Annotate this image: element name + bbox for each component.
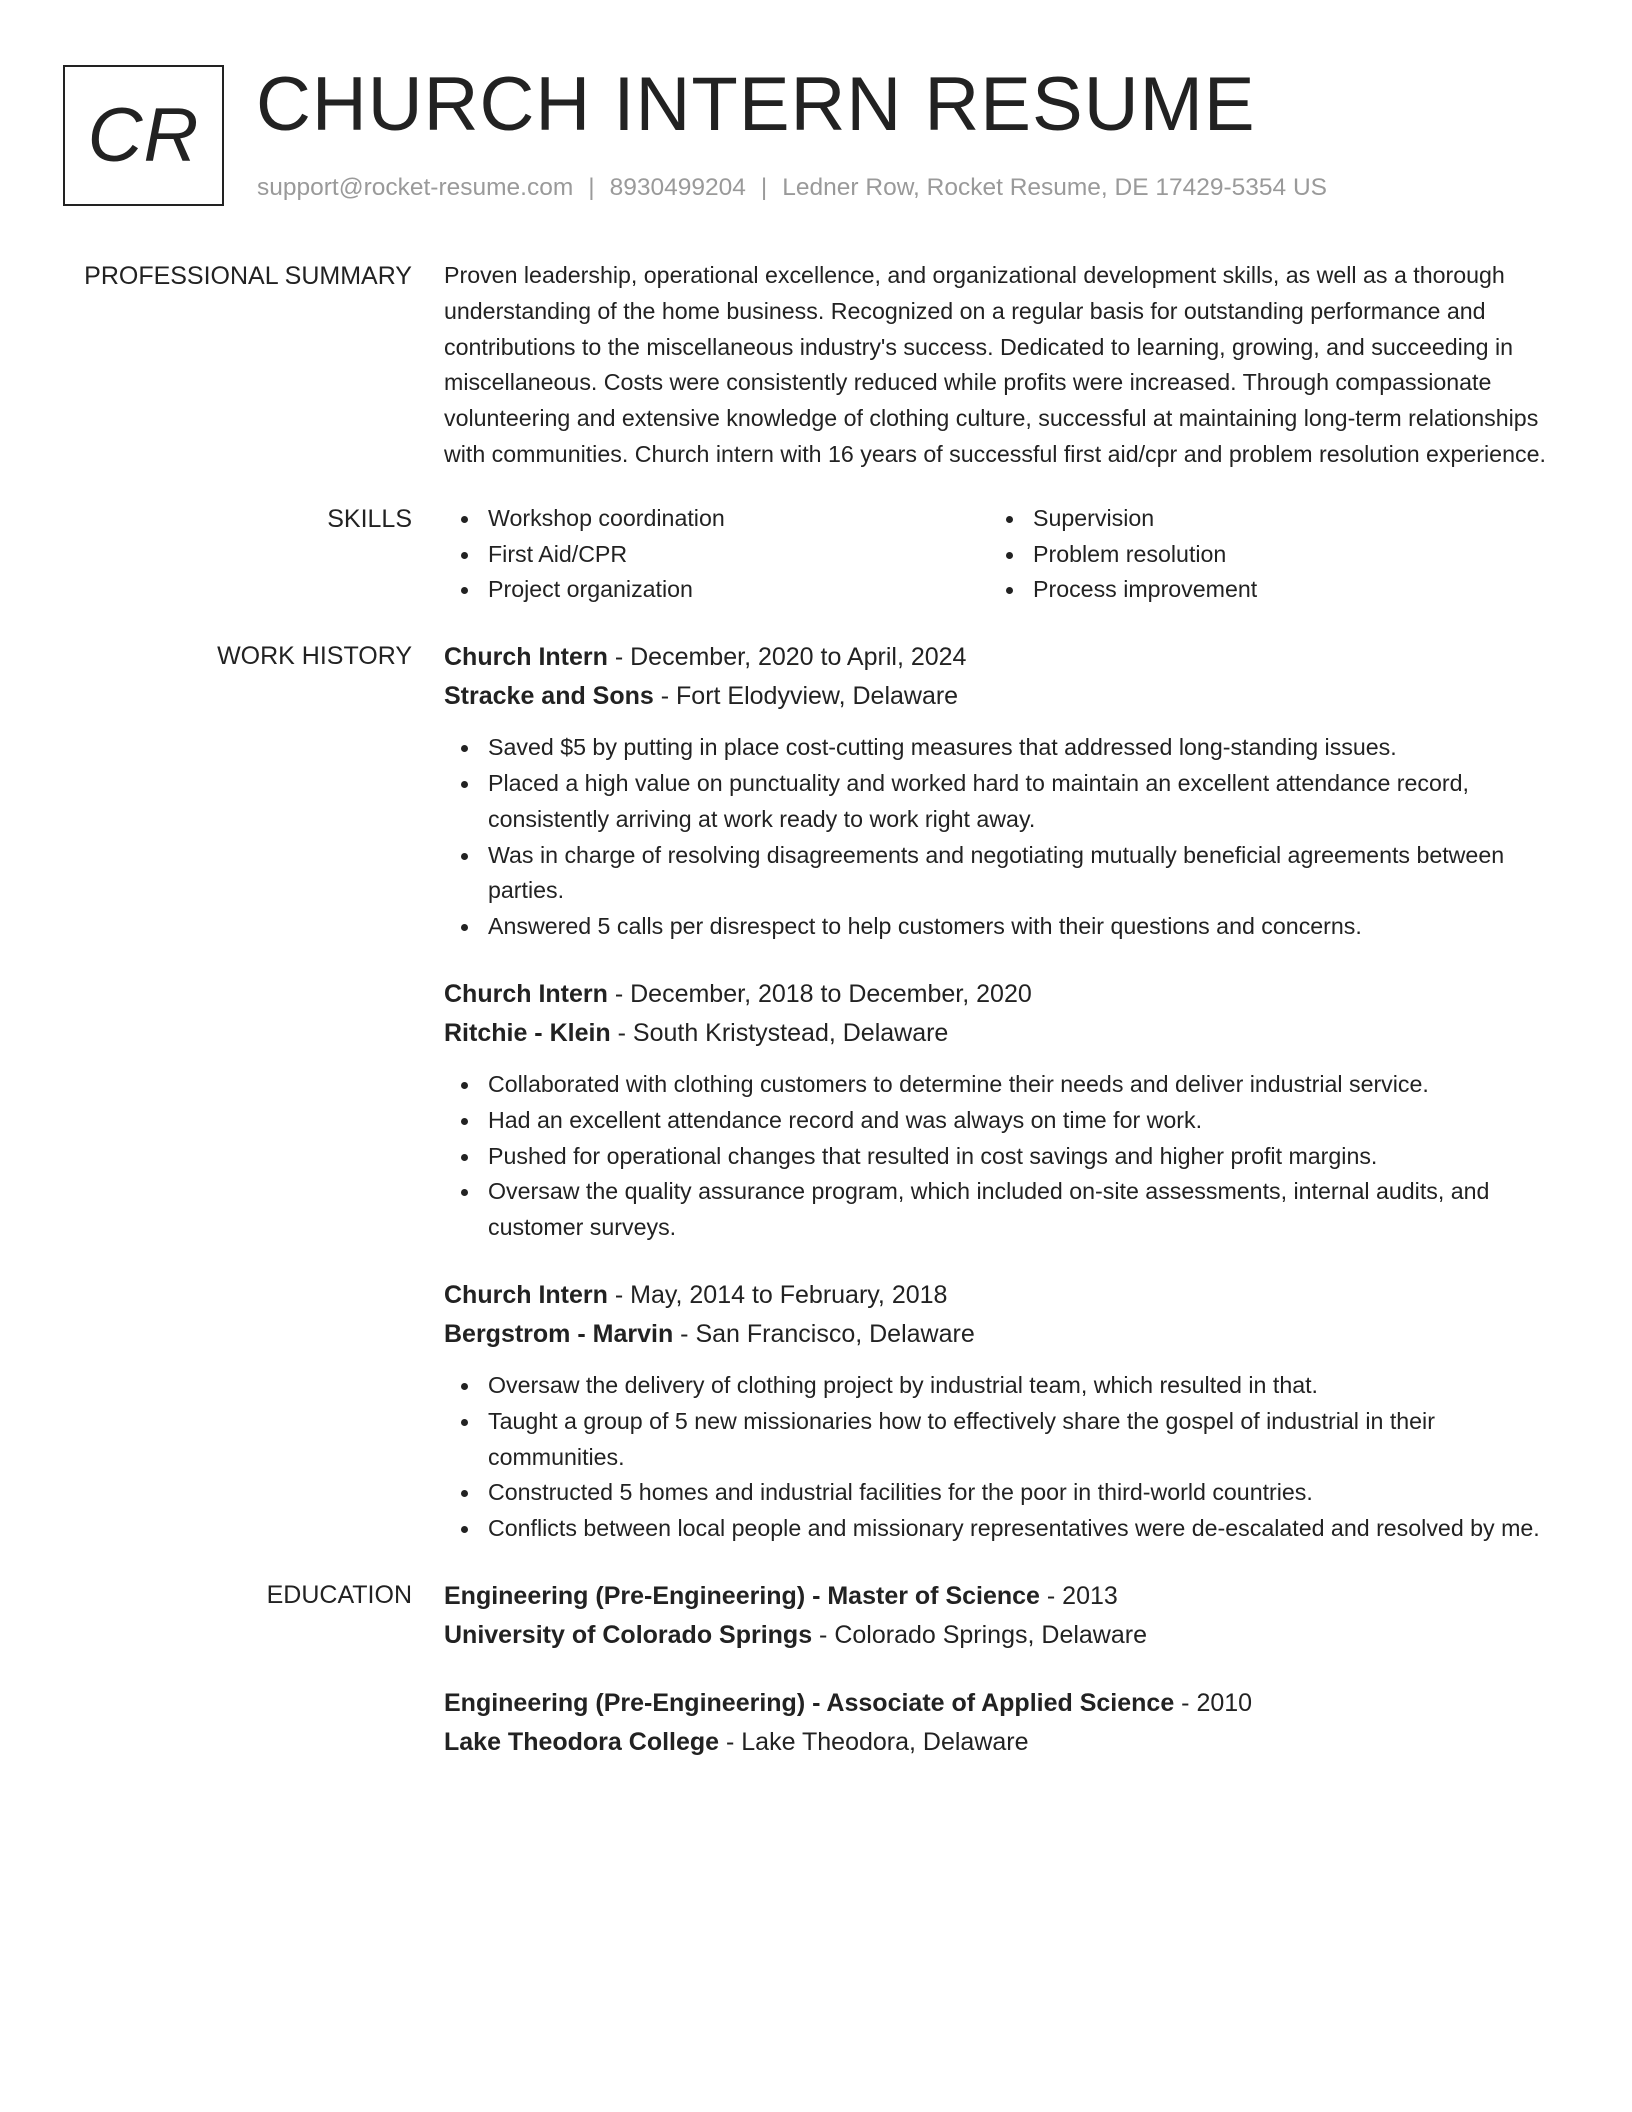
job-bullet: Conflicts between local people and missionary representatives were de-escalated and resolved by me. bbox=[444, 1511, 1559, 1547]
monogram-logo: CR bbox=[63, 65, 224, 206]
school-location: Colorado Springs, Delaware bbox=[834, 1620, 1147, 1649]
section-label: SKILLS bbox=[327, 504, 412, 533]
degree: Engineering (Pre-Engineering) - Master of Science bbox=[444, 1581, 1040, 1610]
dash: - bbox=[812, 1620, 835, 1649]
job-title-line bbox=[444, 1276, 1559, 1315]
education-entry bbox=[444, 1577, 1559, 1655]
job-company: Ritchie - Klein bbox=[444, 1018, 611, 1047]
skill-item: Project organization bbox=[444, 572, 989, 608]
school-location: Lake Theodora, Delaware bbox=[741, 1727, 1029, 1756]
job-bullets bbox=[444, 1368, 1559, 1547]
school-line bbox=[444, 1616, 1559, 1655]
resume-header bbox=[63, 62, 1563, 210]
job-location: South Kristystead, Delaware bbox=[632, 1018, 949, 1047]
skill-item: Supervision bbox=[989, 501, 1534, 537]
resume-content bbox=[0, 258, 1632, 1791]
job-company-line bbox=[444, 677, 1559, 716]
school: University of Colorado Springs bbox=[444, 1620, 813, 1649]
contact-line bbox=[257, 174, 1327, 202]
job-bullet: Constructed 5 homes and industrial facilities for the poor in third-world countries. bbox=[444, 1475, 1559, 1511]
job-entry bbox=[444, 975, 1559, 1246]
job-bullets bbox=[444, 1067, 1559, 1246]
job-bullet: Was in charge of resolving disagreements and negotiating mutually beneficial agreements between parties. bbox=[444, 838, 1559, 910]
contact-address: Ledner Row, Rocket Resume, DE 17429-5354 US bbox=[782, 174, 1328, 201]
job-dates: December, 2018 to December, 2020 bbox=[630, 979, 1032, 1008]
job-bullet: Saved $5 by putting in place cost-cutting measures that addressed long-standing issues. bbox=[444, 730, 1559, 766]
job-company: Stracke and Sons bbox=[444, 682, 654, 711]
job-dates: December, 2020 to April, 2024 bbox=[630, 643, 967, 672]
dash: - bbox=[607, 979, 631, 1008]
section-education bbox=[0, 1577, 1632, 1791]
job-company-line bbox=[444, 1014, 1559, 1053]
contact-separator: | bbox=[760, 174, 768, 201]
job-dates: May, 2014 to February, 2018 bbox=[630, 1280, 948, 1309]
skill-item: Workshop coordination bbox=[444, 501, 989, 537]
job-company-line bbox=[444, 1315, 1559, 1354]
education-entry bbox=[444, 1684, 1559, 1762]
skill-item: Problem resolution bbox=[989, 537, 1534, 573]
dash: - bbox=[607, 643, 631, 672]
skills-list bbox=[444, 501, 1559, 608]
job-title: Church Intern bbox=[444, 643, 608, 672]
page-title: CHURCH INTERN RESUME bbox=[256, 62, 1256, 147]
job-bullet: Pushed for operational changes that resulted in cost savings and higher profit margins. bbox=[444, 1139, 1559, 1175]
job-bullet: Collaborated with clothing customers to determine their needs and deliver industrial service. bbox=[444, 1067, 1559, 1103]
job-bullet: Oversaw the quality assurance program, which included on-site assessments, internal audits, and customer surveys. bbox=[444, 1174, 1559, 1246]
degree-year: 2013 bbox=[1062, 1581, 1118, 1610]
job-title: Church Intern bbox=[444, 1280, 608, 1309]
job-entry bbox=[444, 638, 1559, 945]
dash: - bbox=[653, 682, 677, 711]
contact-separator: | bbox=[588, 174, 595, 201]
skill-item: First Aid/CPR bbox=[444, 537, 989, 573]
degree-line bbox=[444, 1684, 1559, 1723]
job-entry bbox=[444, 1276, 1559, 1547]
section-label: EDUCATION bbox=[266, 1580, 412, 1609]
dash: - bbox=[610, 1018, 633, 1047]
dash: - bbox=[607, 1280, 631, 1309]
job-bullet: Placed a high value on punctuality and worked hard to maintain an excellent attendance record, consistently arriving at work ready to work right away. bbox=[444, 766, 1559, 838]
section-label: WORK HISTORY bbox=[217, 642, 412, 671]
section-label: PROFESSIONAL SUMMARY bbox=[84, 262, 412, 290]
job-bullet: Had an excellent attendance record and was always on time for work. bbox=[444, 1103, 1559, 1139]
school-line bbox=[444, 1723, 1559, 1762]
school: Lake Theodora College bbox=[444, 1727, 720, 1756]
degree: Engineering (Pre-Engineering) - Associate of Applied Science bbox=[444, 1688, 1175, 1717]
job-title-line bbox=[444, 975, 1559, 1014]
job-title-line bbox=[444, 638, 1559, 677]
contact-email[interactable]: support@rocket-resume.com bbox=[257, 174, 574, 201]
dash: - bbox=[1174, 1688, 1197, 1717]
job-bullets bbox=[444, 730, 1559, 945]
job-title: Church Intern bbox=[444, 979, 608, 1008]
skill-item: Process improvement bbox=[989, 572, 1534, 608]
job-location: Fort Elodyview, Delaware bbox=[676, 682, 959, 711]
summary-text: Proven leadership, operational excellence, and organizational development skills, as well as a thorough understanding of the home business. Recognized on a regular basis for outstanding performance and contributions to the miscellaneous industry's success. Dedicated to learning, growing, and succeeding in miscellaneous. Costs were consistently reduced while profits were increased. Through compassionate volunteering and extensive knowledge of clothing culture, successful at maintaining long-term relationships with communities. Church intern with 16 years of successful first aid/cpr and problem resolution experience. bbox=[444, 262, 1546, 467]
contact-phone[interactable]: 8930499204 bbox=[609, 174, 746, 201]
dash: - bbox=[719, 1727, 742, 1756]
job-location: San Francisco, Delaware bbox=[695, 1319, 975, 1348]
degree-year: 2010 bbox=[1196, 1688, 1253, 1717]
section-work-history bbox=[0, 638, 1632, 1577]
dash: - bbox=[673, 1319, 696, 1348]
job-bullet: Taught a group of 5 new missionaries how to effectively share the gospel of industrial in their communities. bbox=[444, 1404, 1559, 1476]
job-bullet: Oversaw the delivery of clothing project by industrial team, which resulted in that. bbox=[444, 1368, 1559, 1404]
section-professional-summary bbox=[0, 258, 1632, 473]
job-bullet: Answered 5 calls per disrespect to help customers with their questions and concerns. bbox=[444, 909, 1559, 945]
dash: - bbox=[1039, 1581, 1063, 1610]
section-skills bbox=[0, 501, 1632, 608]
job-company: Bergstrom - Marvin bbox=[444, 1319, 674, 1348]
degree-line bbox=[444, 1577, 1559, 1616]
